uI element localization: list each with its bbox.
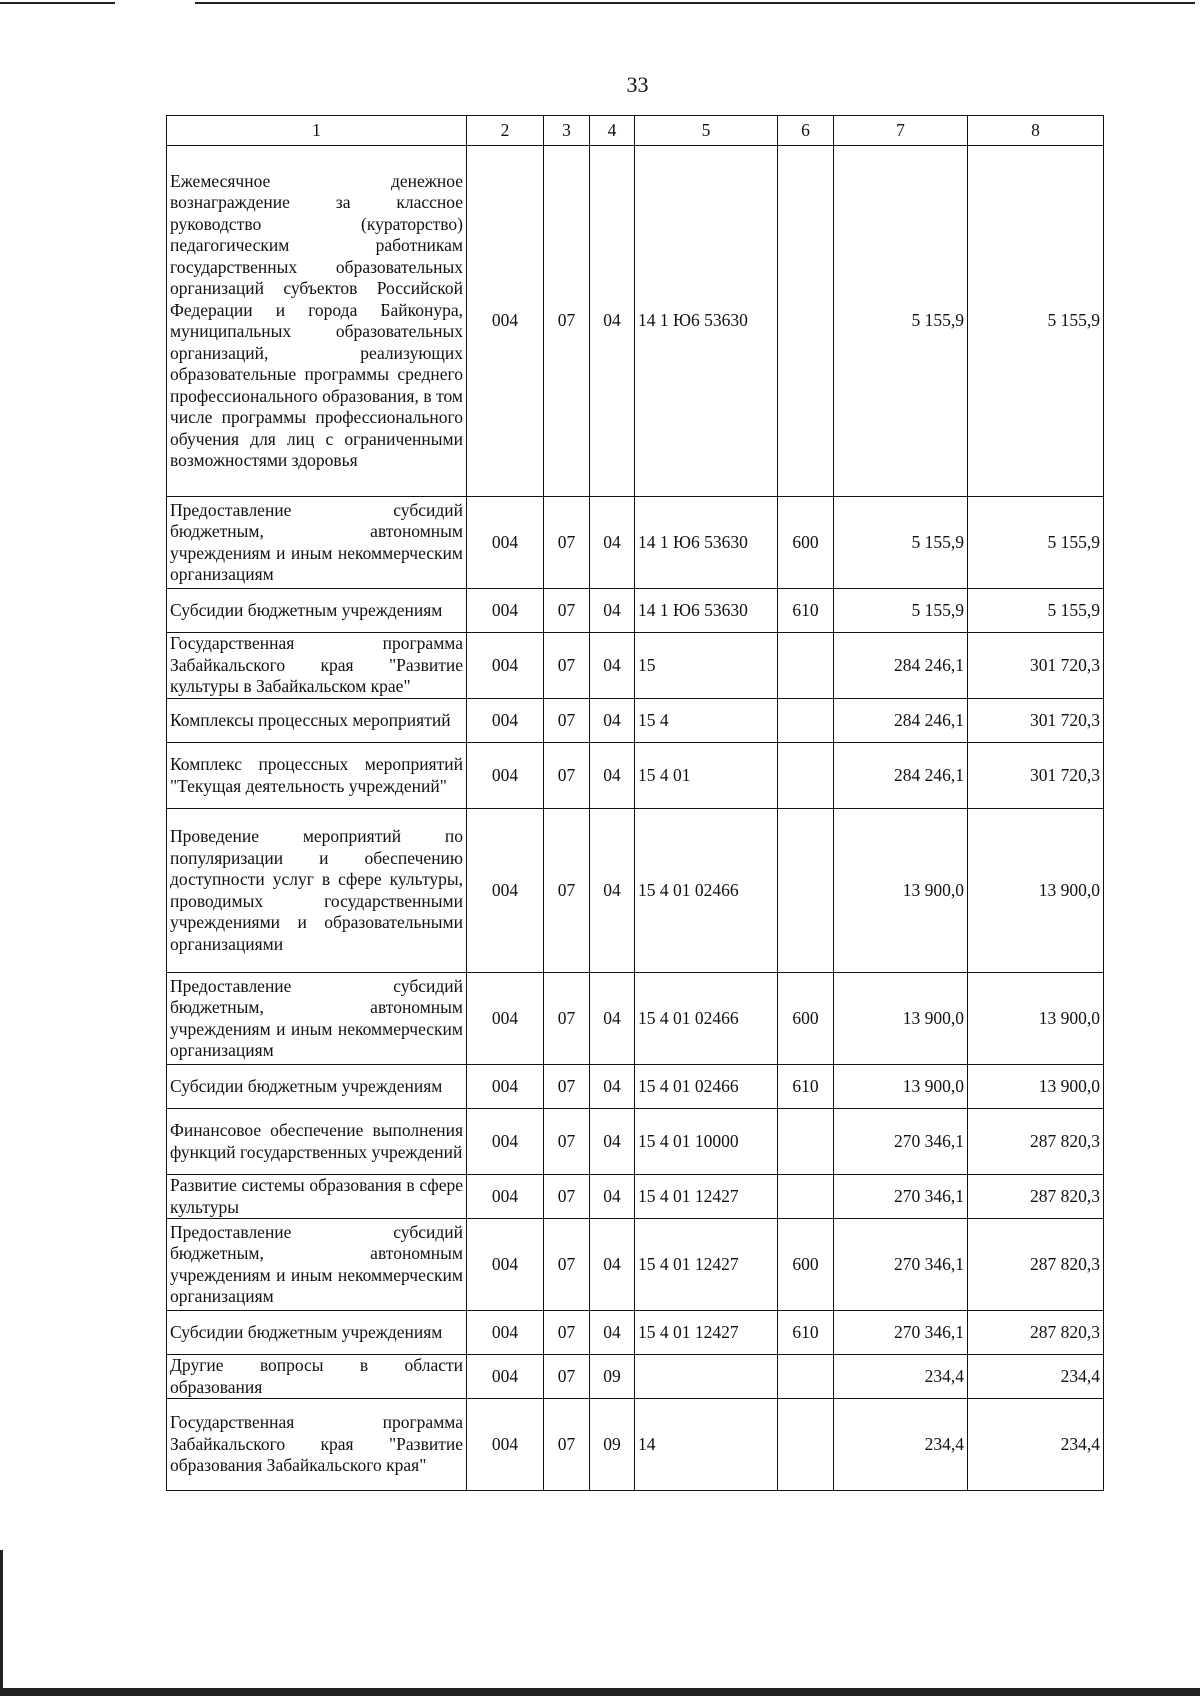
amount-col-7: 270 346,1 [834,1311,968,1355]
expense-type [778,633,834,699]
expense-type: 610 [778,589,834,633]
col-2-value: 004 [467,1065,544,1109]
column-header: 8 [968,116,1104,146]
amount-col-8: 5 155,9 [968,589,1104,633]
col-4-value: 04 [590,1109,635,1175]
target-code [635,1355,778,1399]
col-4-value: 04 [590,589,635,633]
amount-col-7: 5 155,9 [834,146,968,497]
amount-col-8: 234,4 [968,1399,1104,1491]
amount-col-7: 13 900,0 [834,809,968,973]
col-4-value: 09 [590,1399,635,1491]
scan-edge-bottom [0,1688,1200,1696]
row-name: Проведение мероприятий по популяризации и обеспечению доступности услуг в сфере культуры, проводимых государственными учреждениями и образовательными организациями [167,809,467,973]
table-row [167,1175,1104,1219]
amount-col-7: 270 346,1 [834,1219,968,1311]
amount-col-8: 13 900,0 [968,809,1104,973]
col-4-value: 04 [590,497,635,589]
target-code: 14 [635,1399,778,1491]
expense-type [778,146,834,497]
expense-type [778,1355,834,1399]
header-row [167,116,1104,146]
col-3-value: 07 [544,589,590,633]
target-code: 15 4 01 02466 [635,973,778,1065]
table-row [167,973,1104,1065]
table-row [167,1311,1104,1355]
col-2-value: 004 [467,743,544,809]
column-header: 3 [544,116,590,146]
row-name: Другие вопросы в области образования [167,1355,467,1399]
col-4-value: 09 [590,1355,635,1399]
target-code: 15 4 [635,699,778,743]
amount-col-7: 13 900,0 [834,973,968,1065]
row-name: Предоставление субсидий бюджетным, автономным учреждениям и иным некоммерческим организациям [167,1219,467,1311]
col-4-value: 04 [590,633,635,699]
page-number: 33 [626,72,649,97]
expense-type [778,809,834,973]
table-row [167,699,1104,743]
expense-type: 600 [778,1219,834,1311]
col-4-value: 04 [590,1175,635,1219]
col-3-value: 07 [544,809,590,973]
amount-col-7: 234,4 [834,1399,968,1491]
col-3-value: 07 [544,699,590,743]
row-name: Комплекс процессных мероприятий "Текущая деятельность учреждений" [167,743,467,809]
row-name: Субсидии бюджетным учреждениям [167,589,467,633]
col-2-value: 004 [467,973,544,1065]
col-3-value: 07 [544,1399,590,1491]
target-code: 14 1 Ю6 53630 [635,497,778,589]
target-code: 14 1 Ю6 53630 [635,589,778,633]
col-2-value: 004 [467,1219,544,1311]
amount-col-7: 270 346,1 [834,1109,968,1175]
table-row [167,1065,1104,1109]
column-header: 2 [467,116,544,146]
row-name: Государственная программа Забайкальского края "Развитие культуры в Забайкальском крае" [167,633,467,699]
col-2-value: 004 [467,497,544,589]
col-2-value: 004 [467,1109,544,1175]
amount-col-8: 13 900,0 [968,1065,1104,1109]
table-row [167,1219,1104,1311]
col-4-value: 04 [590,1065,635,1109]
scan-edge-top-left [0,2,115,4]
col-3-value: 07 [544,1355,590,1399]
col-3-value: 07 [544,497,590,589]
col-2-value: 004 [467,1355,544,1399]
target-code: 15 4 01 12427 [635,1175,778,1219]
column-header: 6 [778,116,834,146]
amount-col-7: 234,4 [834,1355,968,1399]
target-code: 15 4 01 02466 [635,809,778,973]
amount-col-7: 284 246,1 [834,633,968,699]
col-4-value: 04 [590,743,635,809]
expense-type: 610 [778,1065,834,1109]
table-row [167,743,1104,809]
col-4-value: 04 [590,1311,635,1355]
table-row [167,1109,1104,1175]
scan-edge-top-right [195,2,1195,4]
target-code: 15 4 01 10000 [635,1109,778,1175]
amount-col-8: 301 720,3 [968,633,1104,699]
target-code: 15 4 01 [635,743,778,809]
row-name: Предоставление субсидий бюджетным, автономным учреждениям и иным некоммерческим организациям [167,973,467,1065]
amount-col-7: 284 246,1 [834,743,968,809]
column-header: 1 [167,116,467,146]
column-header: 4 [590,116,635,146]
expense-type: 600 [778,497,834,589]
target-code: 15 4 01 02466 [635,1065,778,1109]
target-code: 14 1 Ю6 53630 [635,146,778,497]
col-3-value: 07 [544,1311,590,1355]
expense-type [778,1175,834,1219]
amount-col-7: 5 155,9 [834,589,968,633]
col-4-value: 04 [590,699,635,743]
row-name: Субсидии бюджетным учреждениям [167,1065,467,1109]
expense-type: 600 [778,973,834,1065]
table-row [167,1355,1104,1399]
col-2-value: 004 [467,1175,544,1219]
col-3-value: 07 [544,146,590,497]
amount-col-8: 13 900,0 [968,973,1104,1065]
amount-col-8: 5 155,9 [968,497,1104,589]
expense-type [778,1399,834,1491]
col-2-value: 004 [467,589,544,633]
amount-col-8: 5 155,9 [968,146,1104,497]
amount-col-8: 287 820,3 [968,1311,1104,1355]
table-row [167,633,1104,699]
target-code: 15 [635,633,778,699]
expense-type: 610 [778,1311,834,1355]
amount-col-8: 287 820,3 [968,1109,1104,1175]
col-3-value: 07 [544,633,590,699]
row-name: Финансовое обеспечение выполнения функций государственных учреждений [167,1109,467,1175]
table-row [167,589,1104,633]
amount-col-8: 301 720,3 [968,743,1104,809]
row-name: Ежемесячное денежное вознаграждение за классное руководство (кураторство) педагогическим работникам государственных образовательных организаций субъектов Российской Федерации и города Байконура, муниципальных образовательных организаций, реализующих образовательные программы среднего профессионального образования, в том числе программы профессионального обучения для лиц с ограниченными возможностями здоровья [167,146,467,497]
expense-type [778,743,834,809]
col-2-value: 004 [467,1399,544,1491]
table-row [167,1399,1104,1491]
row-name: Субсидии бюджетным учреждениям [167,1311,467,1355]
row-name: Государственная программа Забайкальского края "Развитие образования Забайкальского края" [167,1399,467,1491]
row-name: Развитие системы образования в сфере культуры [167,1175,467,1219]
column-header: 5 [635,116,778,146]
col-2-value: 004 [467,809,544,973]
col-2-value: 004 [467,1311,544,1355]
col-3-value: 07 [544,973,590,1065]
row-name: Предоставление субсидий бюджетным, автономным учреждениям и иным некоммерческим организациям [167,497,467,589]
col-4-value: 04 [590,809,635,973]
col-2-value: 004 [467,146,544,497]
expense-type [778,699,834,743]
col-3-value: 07 [544,1175,590,1219]
amount-col-8: 287 820,3 [968,1219,1104,1311]
table-row [167,497,1104,589]
col-3-value: 07 [544,1109,590,1175]
amount-col-7: 270 346,1 [834,1175,968,1219]
amount-col-8: 234,4 [968,1355,1104,1399]
table-row [167,146,1104,497]
col-3-value: 07 [544,1065,590,1109]
budget-table [166,115,1104,1491]
col-3-value: 07 [544,743,590,809]
target-code: 15 4 01 12427 [635,1219,778,1311]
table-row [167,809,1104,973]
target-code: 15 4 01 12427 [635,1311,778,1355]
amount-col-7: 5 155,9 [834,497,968,589]
col-4-value: 04 [590,973,635,1065]
amount-col-8: 287 820,3 [968,1175,1104,1219]
col-3-value: 07 [544,1219,590,1311]
amount-col-7: 13 900,0 [834,1065,968,1109]
scan-edge-left [0,1550,3,1690]
expense-type [778,1109,834,1175]
col-4-value: 04 [590,1219,635,1311]
row-name: Комплексы процессных мероприятий [167,699,467,743]
amount-col-7: 284 246,1 [834,699,968,743]
amount-col-8: 301 720,3 [968,699,1104,743]
col-2-value: 004 [467,633,544,699]
col-2-value: 004 [467,699,544,743]
col-4-value: 04 [590,146,635,497]
column-header: 7 [834,116,968,146]
